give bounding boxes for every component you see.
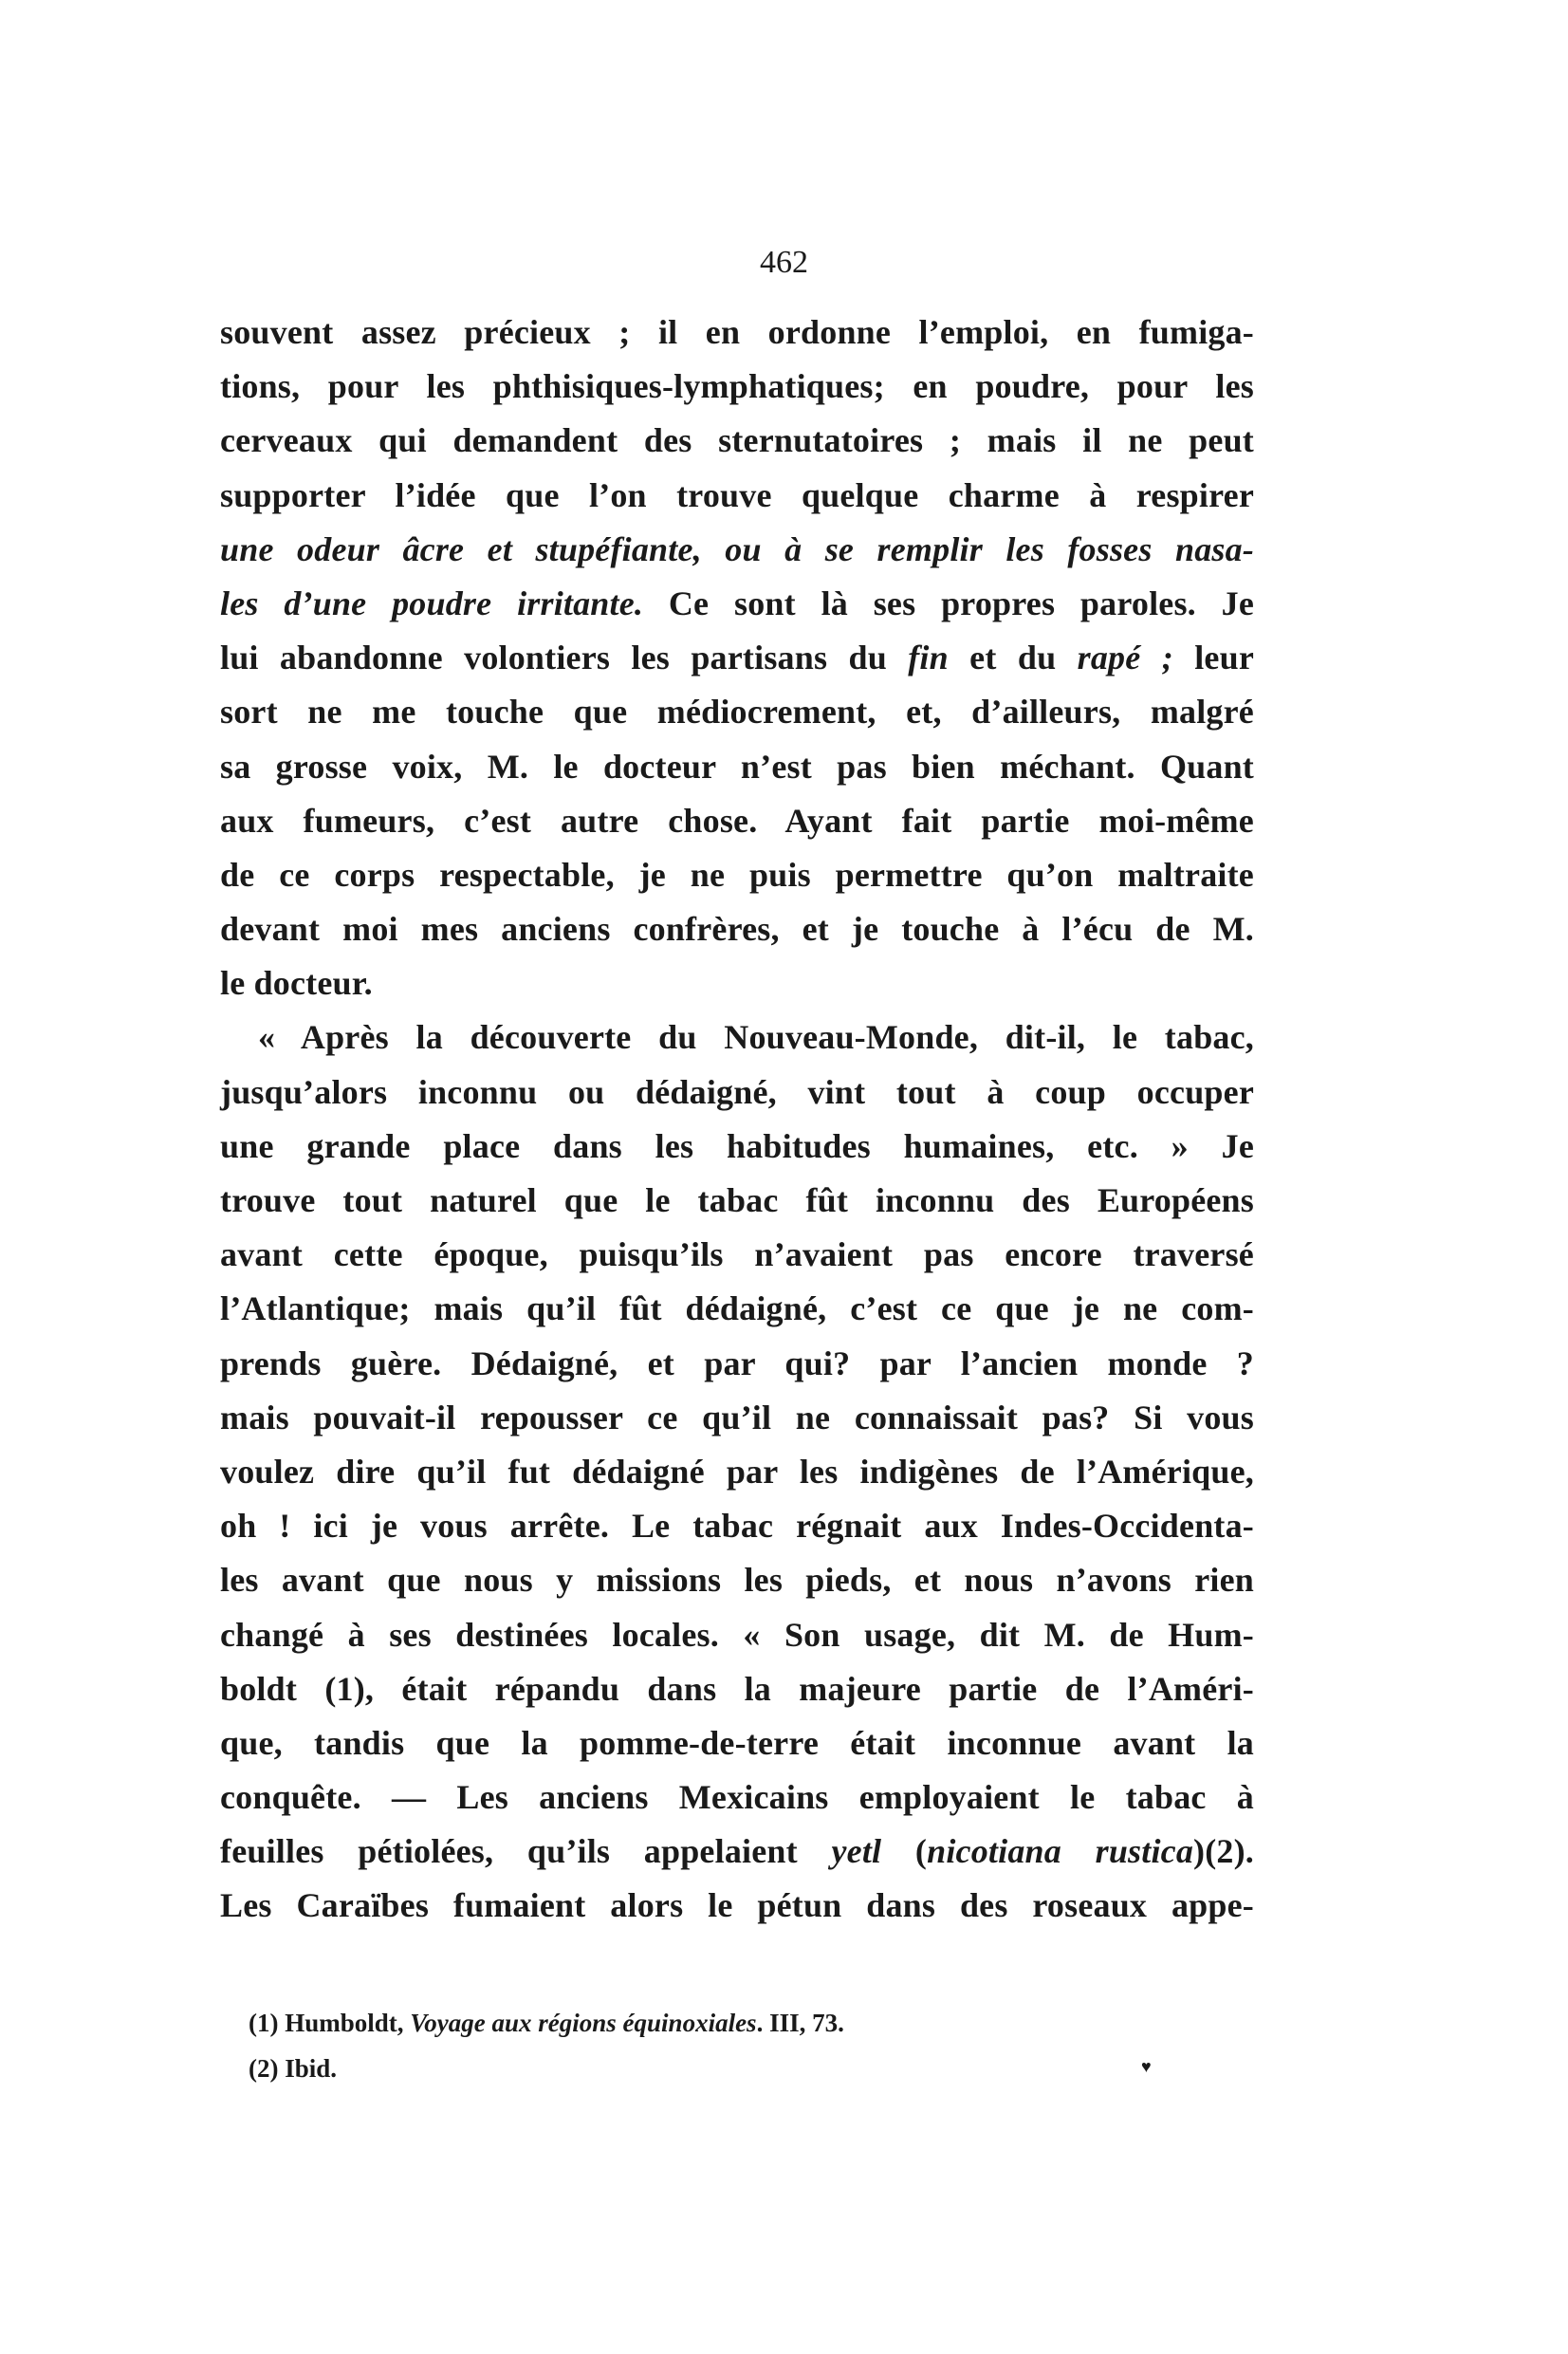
text-line <box>220 1770 1254 1825</box>
text-segment: le docteur. <box>220 964 373 1003</box>
text-segment: voulez dire qu’il fut dédaigné par les indigènes de l’Amérique, <box>220 1452 1254 1491</box>
text-segment: leur <box>1172 639 1254 677</box>
text-segment: devant moi mes anciens confrères, et je touche à l’écu de M. <box>220 910 1254 949</box>
italic-text: yetl <box>831 1832 882 1871</box>
italic-text: une odeur âcre et stupéfiante, ou à se remplir les fosses nasa- <box>220 529 1254 568</box>
text-line <box>220 1066 1254 1120</box>
text-line <box>220 1879 1254 1933</box>
text-line <box>220 1228 1254 1282</box>
text-segment: oh ! ici je vous arrête. Le tabac régnait aux Indes-Occidenta- <box>220 1507 1254 1546</box>
text-line <box>220 1391 1254 1445</box>
text-segment: (1) Humboldt, <box>249 2009 411 2037</box>
footnote <box>249 2000 1197 2046</box>
text-line <box>220 1120 1254 1174</box>
text-line <box>220 740 1254 794</box>
italic-text: les d’une poudre irritante. <box>220 584 644 622</box>
italic-text: fin <box>908 639 949 677</box>
text-line <box>220 360 1254 414</box>
text-segment: . III, 73. <box>756 2009 844 2037</box>
body-text <box>220 306 1254 1934</box>
text-line <box>220 306 1254 360</box>
text-segment: (2) Ibid. <box>249 2054 338 2083</box>
footnotes <box>249 2000 1197 2091</box>
text-line <box>220 631 1254 685</box>
text-segment: ( <box>881 1832 928 1871</box>
text-line <box>220 956 1254 1010</box>
text-segment: une grande place dans les habitudes humaines, etc. » Je <box>220 1126 1254 1165</box>
text-line <box>220 685 1254 739</box>
text-segment: boldt (1), était répandu dans la majeure partie de l’Améri- <box>220 1669 1254 1708</box>
text-segment: sa grosse voix, M. le docteur n’est pas bien méchant. Quant <box>220 747 1254 786</box>
text-line <box>220 577 1254 631</box>
text-line <box>220 902 1254 956</box>
text-line <box>220 1337 1254 1391</box>
text-segment: lui abandonne volontiers les partisans du <box>220 639 909 677</box>
text-line <box>220 1010 1254 1065</box>
printer-mark-icon: ♥ <box>1141 2057 1152 2076</box>
text-line <box>220 1282 1254 1336</box>
text-line <box>220 1174 1254 1228</box>
text-line <box>220 414 1254 468</box>
text-line <box>220 1825 1254 1879</box>
text-segment: « Après la découverte du Nouveau-Monde, dit-il, le tabac, <box>258 1018 1254 1057</box>
text-segment: conquête. — Les anciens Mexicains employaient le tabac à <box>220 1778 1254 1817</box>
text-segment: aux fumeurs, c’est autre chose. Ayant fait partie moi-même <box>220 801 1254 840</box>
text-line <box>220 1553 1254 1607</box>
text-line <box>220 848 1254 902</box>
italic-text: rapé ; <box>1077 639 1173 677</box>
text-segment: changé à ses destinées locales. « Son usage, dit M. de Hum- <box>220 1615 1254 1654</box>
text-segment: trouve tout naturel que le tabac fût inconnu des Européens <box>220 1181 1254 1219</box>
italic-text: Voyage aux régions équinoxiales <box>410 2009 757 2037</box>
text-segment: souvent assez précieux ; il en ordonne l’emploi, en fumiga- <box>220 313 1254 351</box>
text-segment: )(2). <box>1193 1832 1254 1871</box>
text-line <box>220 1716 1254 1770</box>
page-number: 462 <box>760 245 808 280</box>
text-line <box>220 1499 1254 1553</box>
text-segment: sort ne me touche que médiocrement, et, d’ailleurs, malgré <box>220 693 1254 732</box>
text-line <box>220 1608 1254 1662</box>
text-segment: supporter l’idée que l’on trouve quelque charme à respirer <box>220 475 1254 514</box>
text-line <box>220 523 1254 577</box>
text-segment: avant cette époque, puisqu’ils n’avaient pas encore traversé <box>220 1235 1254 1274</box>
text-segment: cerveaux qui demandent des sternutatoires ; mais il ne peut <box>220 421 1254 460</box>
text-segment: Ce sont là ses propres paroles. Je <box>643 584 1254 622</box>
text-segment: prends guère. Dédaigné, et par qui? par l’ancien monde ? <box>220 1344 1254 1382</box>
text-segment: les avant que nous y missions les pieds, et nous n’avons rien <box>220 1561 1254 1600</box>
text-segment: feuilles pétiolées, qu’ils appelaient <box>220 1832 832 1871</box>
text-segment: et du <box>948 639 1078 677</box>
text-segment: Les Caraïbes fumaient alors le pétun dans des roseaux appe- <box>220 1886 1254 1925</box>
text-segment: de ce corps respectable, je ne puis permettre qu’on maltraite <box>220 855 1254 894</box>
text-line <box>220 469 1254 523</box>
text-segment: jusqu’alors inconnu ou dédaigné, vint tout à coup occuper <box>220 1072 1254 1111</box>
text-line <box>220 794 1254 848</box>
text-line <box>220 1445 1254 1499</box>
text-segment: tions, pour les phthisiques-lymphatiques; en poudre, pour les <box>220 367 1254 406</box>
text-line <box>220 1662 1254 1716</box>
text-segment: mais pouvait-il repousser ce qu’il ne connaissait pas? Si vous <box>220 1398 1254 1436</box>
italic-text: nicotiana rustica <box>927 1832 1194 1871</box>
footnote <box>249 2046 1197 2091</box>
text-segment: l’Atlantique; mais qu’il fût dédaigné, c’est ce que je ne com- <box>220 1289 1254 1328</box>
text-segment: que, tandis que la pomme-de-terre était inconnue avant la <box>220 1723 1254 1762</box>
